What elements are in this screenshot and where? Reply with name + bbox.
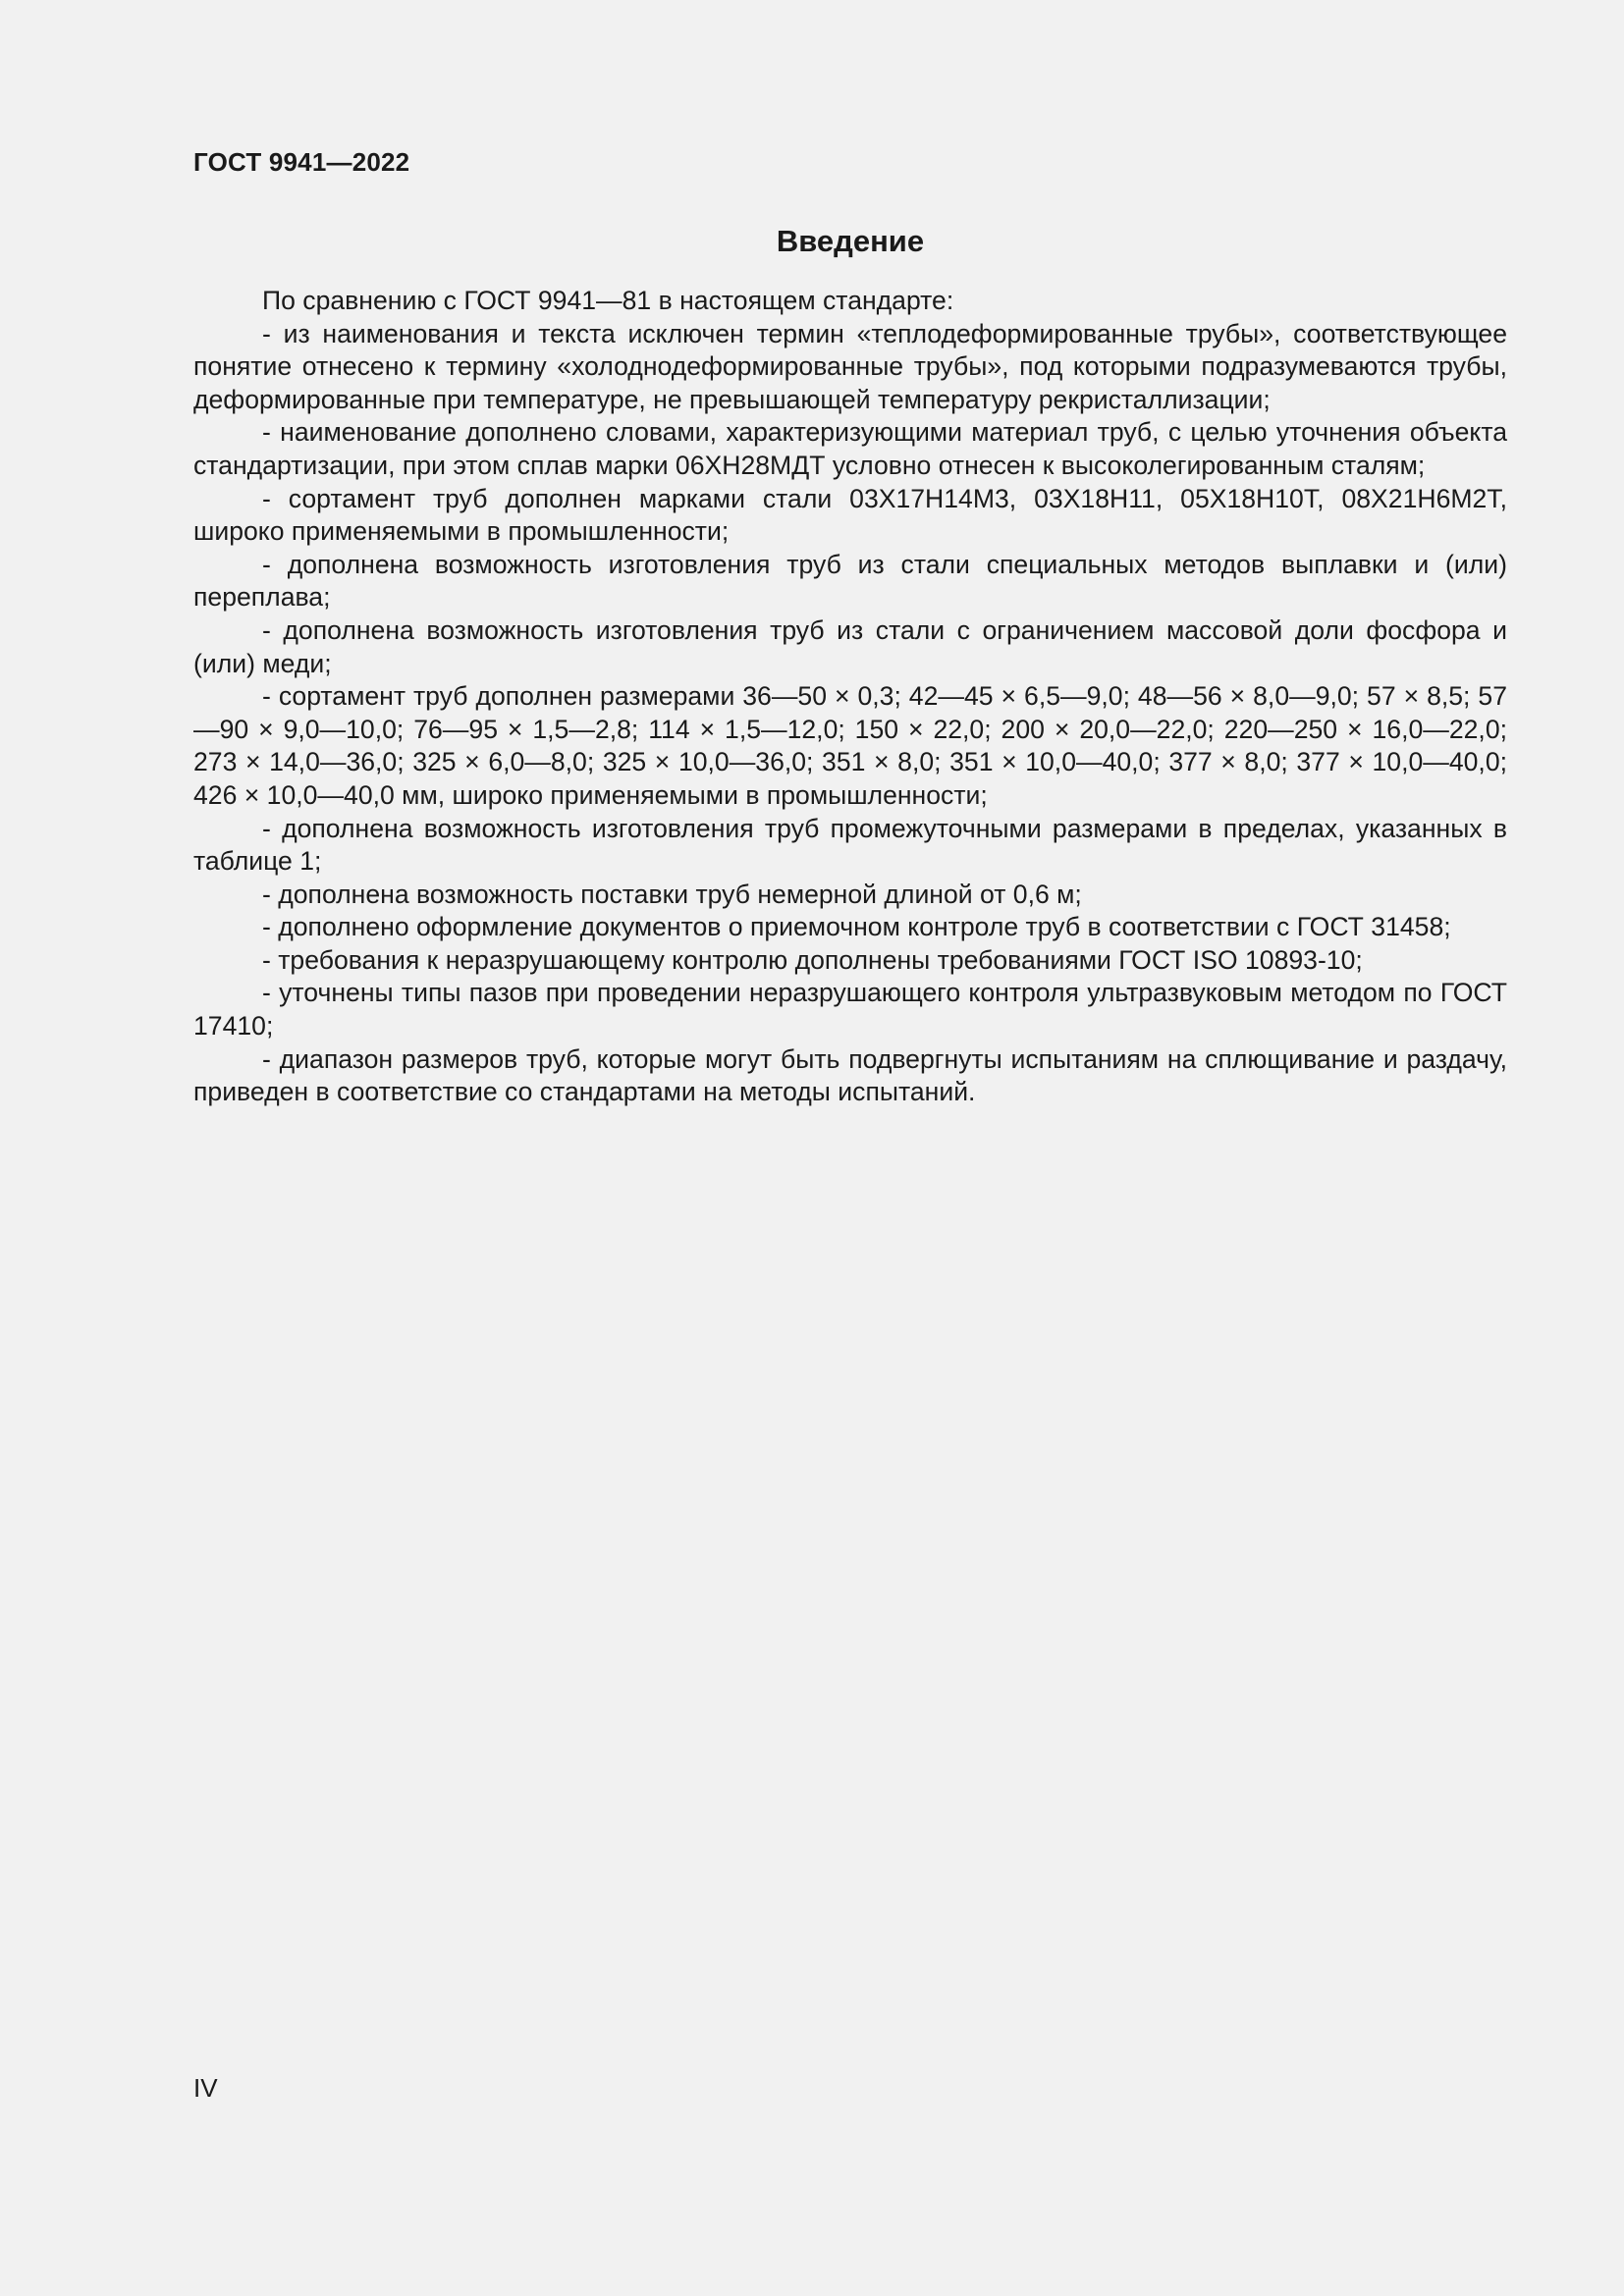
list-item: - сортамент труб дополнен размерами 36—50 × 0,3; 42—45 × 6,5—9,0; 48—56 × 8,0—9,0; 57 × 8,5; 57—90 × 9,0—10,0; 76—95 × 1,5—2,8; 114 × 1,5—12,0; 150 × 22,0; 200 × 20,0—22,0; 220—250 × 16,0—22,0; 273 × 14,0—36,0; 325 × 6,0—8,0; 325 × 10,0—36,0; 351 × 8,0; 351 × 10,0—40,0; 377 × 8,0; 377 × 10,0—40,0; 426 × 10,0—40,0 мм, широко применяемыми в промышленности;	[193, 681, 1507, 810]
section-title: Введение	[776, 224, 925, 258]
list-item: - наименование дополнено словами, характеризующими материал труб, с целью уточнения объекта стандартизации, при этом сплав марки 06ХН28МДТ условно отнесен к высоколегированным сталям;	[193, 417, 1507, 480]
list-item: - дополнена возможность изготовления труб из стали специальных методов выплавки и (или) переплава;	[193, 549, 1507, 613]
list-item: - уточнены типы пазов при проведении неразрушающего контроля ультразвуковым методом по ГОСТ 17410;	[193, 978, 1507, 1041]
list-item: - дополнено оформление документов о приемочном контроле труб в соответствии с ГОСТ 31458;	[262, 912, 1451, 942]
list-item: - диапазон размеров труб, которые могут быть подвергнуты испытаниям на сплющивание и раздачу, приведен в соответствие со стандартами на методы испытаний.	[193, 1043, 1507, 1107]
list-item: - дополнена возможность изготовления труб промежуточными размерами в пределах, указанных в таблице 1;	[193, 813, 1507, 877]
introduction-body	[193, 285, 1507, 1109]
list-item: - сортамент труб дополнен марками стали 03Х17Н14М3, 03Х18Н11, 05Х18Н10Т, 08Х21Н6М2Т, широко применяемыми в промышленности;	[193, 483, 1507, 547]
list-item: - требования к неразрушающему контролю дополнены требованиями ГОСТ ISO 10893-10;	[262, 944, 1363, 975]
intro-paragraph: По сравнению с ГОСТ 9941—81 в настоящем стандарте:	[262, 286, 954, 315]
list-item: - дополнена возможность изготовления труб из стали с ограничением массовой доли фосфора и (или) меди;	[193, 614, 1507, 678]
list-item: - дополнена возможность поставки труб немерной длиной от 0,6 м;	[262, 879, 1082, 909]
page-number: IV	[193, 2073, 218, 2103]
list-item: - из наименования и текста исключен термин «теплодеформированные трубы», соответствующее понятие отнесено к термину «холоднодеформированные трубы», под которыми подразумеваются трубы, деформированные при температуре, не превышающей температуру рекристаллизации;	[193, 318, 1507, 414]
document-code: ГОСТ 9941—2022	[193, 147, 410, 177]
